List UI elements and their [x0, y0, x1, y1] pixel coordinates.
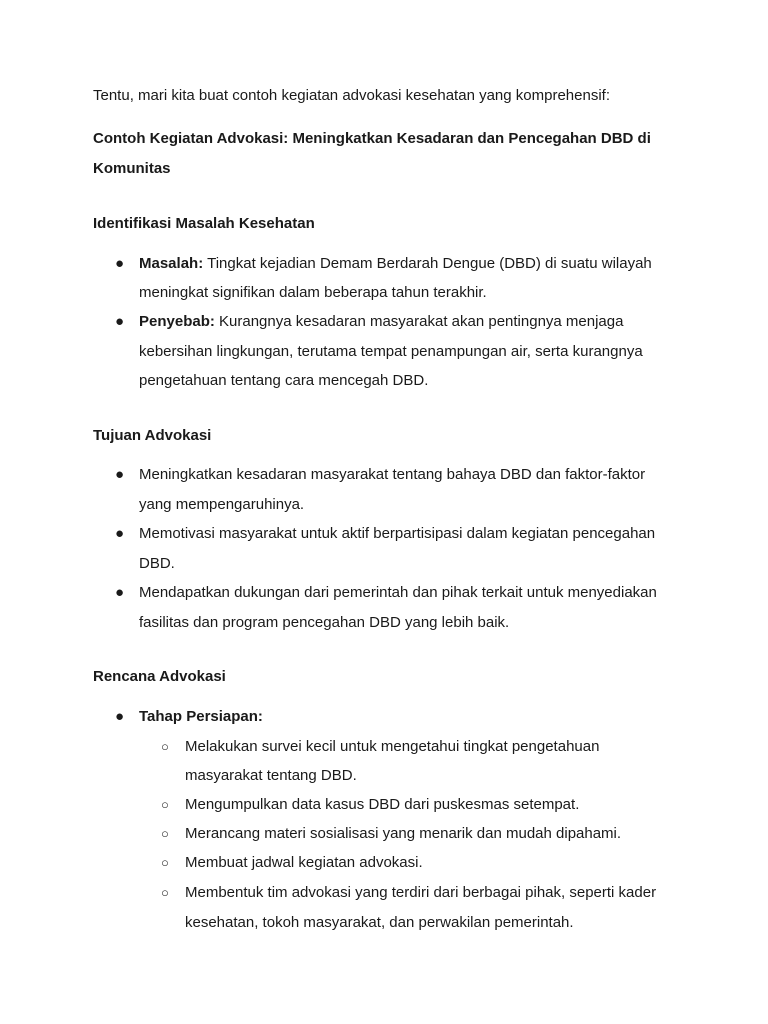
item-label: Masalah: [139, 255, 204, 272]
section-heading-tujuan: Tujuan Advokasi [93, 427, 212, 444]
item-text: Meningkatkan kesadaran masyarakat tentang bahaya DBD dan faktor-faktor [139, 466, 646, 483]
item-text: Mengumpulkan data kasus DBD dari puskesmas setempat. [185, 796, 580, 813]
item-text: Membuat jadwal kegiatan advokasi. [185, 854, 423, 871]
item-text: Memotivasi masyarakat untuk aktif berpartisipasi dalam kegiatan pencegahan [139, 525, 656, 542]
circle-bullet-icon: ○ [161, 797, 169, 812]
item-text: Tingkat kejadian Demam Berdarah Dengue (DBD) di suatu wilayah [203, 255, 652, 272]
intro-text: Tentu, mari kita buat contoh kegiatan advokasi kesehatan yang komprehensif: [93, 87, 610, 104]
item-text: Merancang materi sosialisasi yang menarik dan mudah dipahami. [185, 825, 622, 842]
document-title-line-1: Contoh Kegiatan Advokasi: Meningkatkan Kesadaran dan Pencegahan DBD di [93, 130, 651, 147]
circle-bullet-icon: ○ [161, 826, 169, 841]
bullet-icon: ● [115, 466, 125, 483]
circle-bullet-icon: ○ [161, 885, 169, 900]
item-text: kesehatan, tokoh masyarakat, dan perwakilan pemerintah. [185, 914, 574, 931]
item-text: yang mempengaruhinya. [139, 496, 305, 513]
item-text: Melakukan survei kecil untuk mengetahui tingkat pengetahuan [185, 738, 600, 755]
item-text: meningkat signifikan dalam beberapa tahun terakhir. [139, 284, 487, 301]
section-heading-identifikasi: Identifikasi Masalah Kesehatan [93, 215, 315, 232]
item-text: DBD. [139, 555, 175, 572]
circle-bullet-icon: ○ [161, 739, 169, 754]
item-text: masyarakat tentang DBD. [185, 767, 357, 784]
section-heading-rencana: Rencana Advokasi [93, 668, 226, 685]
item-text: Membentuk tim advokasi yang terdiri dari berbagai pihak, seperti kader [185, 884, 657, 901]
document-title-line-2: Komunitas [93, 160, 171, 177]
item-label: Penyebab: [139, 313, 215, 330]
item-text: Kurangnya kesadaran masyarakat akan pentingnya menjaga [214, 313, 624, 330]
bullet-icon: ● [115, 313, 125, 330]
bullet-icon: ● [115, 708, 125, 725]
item-text: Mendapatkan dukungan dari pemerintah dan pihak terkait untuk menyediakan [139, 584, 657, 601]
bullet-icon: ● [115, 525, 125, 542]
stage-label: Tahap Persiapan: [139, 708, 263, 725]
circle-bullet-icon: ○ [161, 855, 169, 870]
bullet-icon: ● [115, 584, 125, 601]
list-item-line [139, 254, 652, 274]
item-text: fasilitas dan program pencegahan DBD yang lebih baik. [139, 614, 510, 631]
item-text: pengetahuan tentang cara mencegah DBD. [139, 372, 429, 389]
bullet-icon: ● [115, 255, 125, 272]
item-text: kebersihan lingkungan, terutama tempat penampungan air, serta kurangnya [139, 343, 643, 360]
list-item-line [139, 312, 623, 332]
